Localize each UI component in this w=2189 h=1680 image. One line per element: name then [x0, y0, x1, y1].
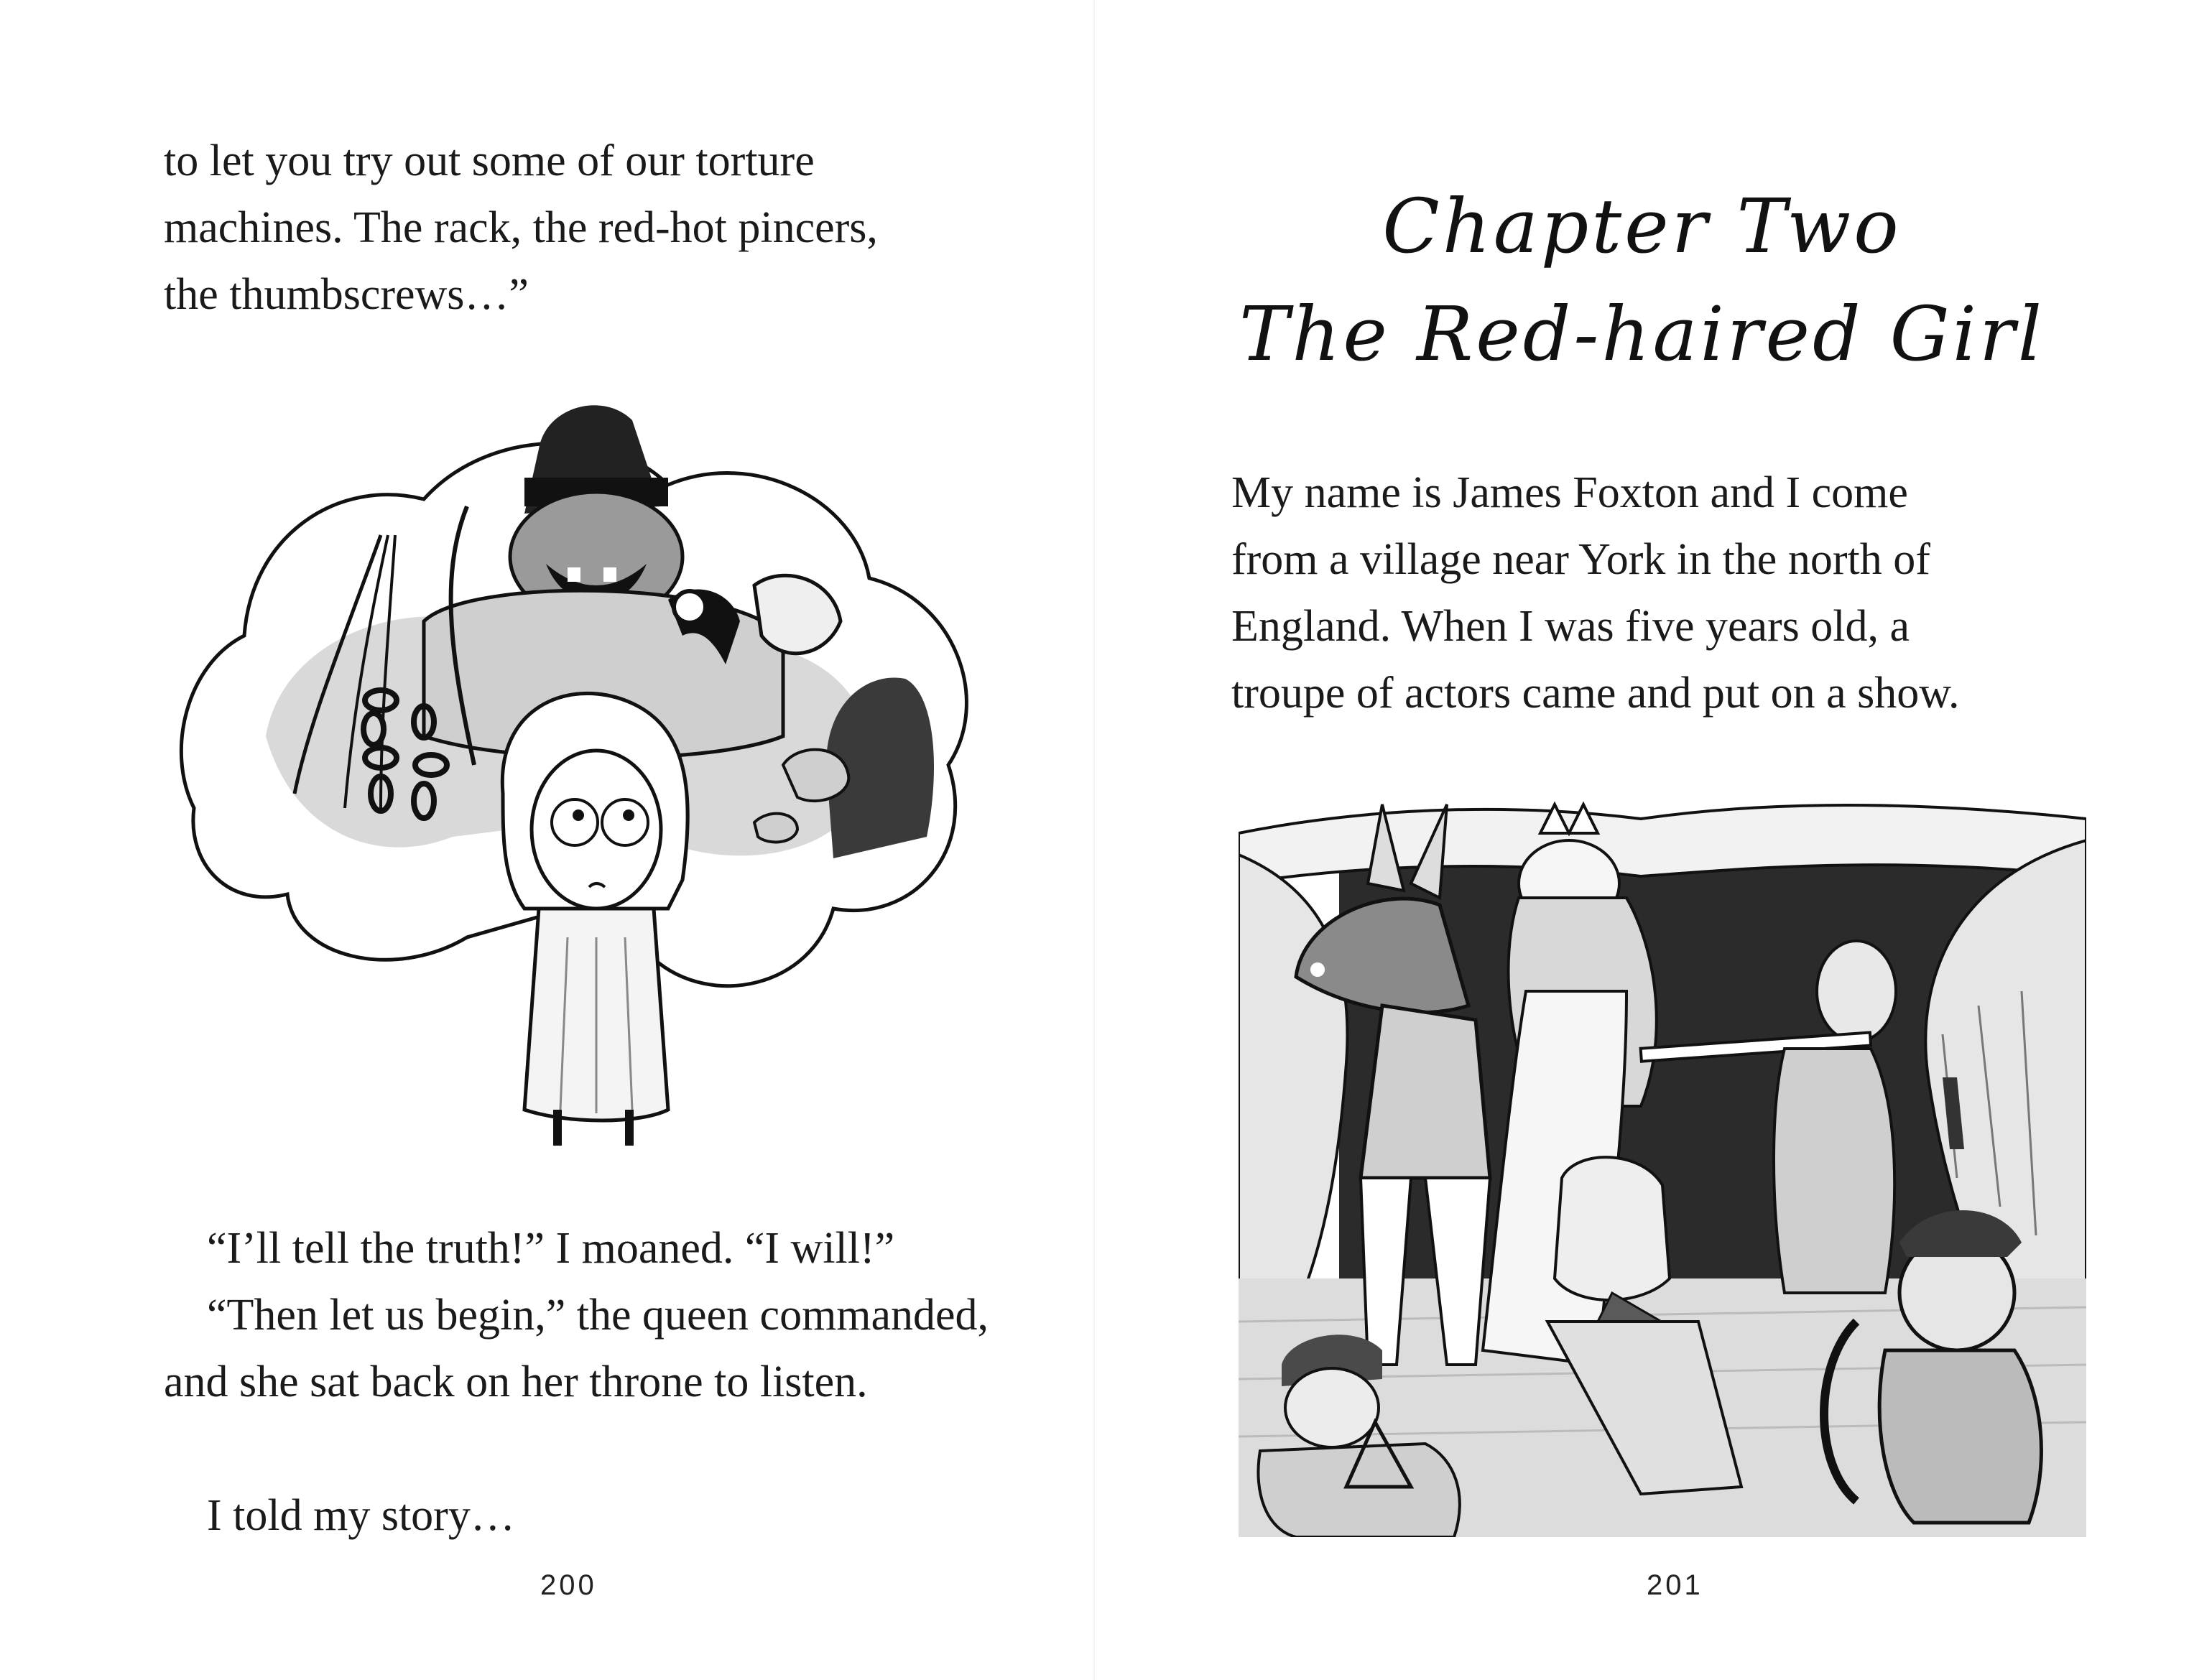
torture-dream-illustration [165, 363, 1013, 1167]
left-page [0, 0, 1094, 1680]
dialogue-paragraph-3: I told my story… [207, 1491, 515, 1540]
dialogue-paragraph-1: “I’ll tell the truth!” I moaned. “I will!” [207, 1224, 895, 1273]
page-number-right: 201 [1647, 1569, 1703, 1601]
chapter-heading-line-1: Chapter Two [1382, 182, 1902, 270]
right-page [1095, 0, 2189, 1680]
left-top-paragraph: to let you try out some of our torture machines. The rack, the red-hot pincers, the thumbscrews…” [164, 136, 878, 319]
dialogue-paragraph-2: “Then let us begin,” the queen commanded, and she sat back on her throne to listen. [164, 1291, 989, 1406]
chapter-heading-line-2: The Red-haired Girl [1239, 290, 2045, 378]
actors-troupe-illustration [1239, 776, 2086, 1537]
page-number-left: 200 [540, 1569, 597, 1601]
right-paragraph: My name is James Foxton and I come from a village near York in the north of England. When I was five years old, a troupe of actors came and put on a show. [1231, 468, 1960, 718]
